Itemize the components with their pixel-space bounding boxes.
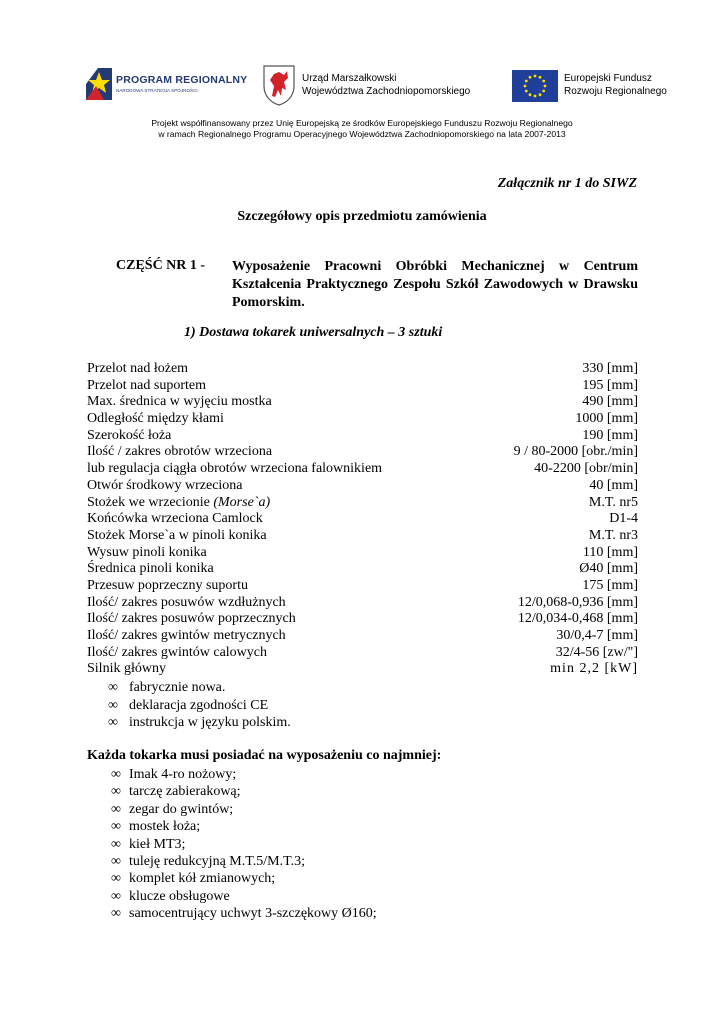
list-item — [111, 836, 377, 853]
equipment-text: komplet kół zmianowych; — [129, 871, 276, 887]
spec-row — [87, 478, 638, 495]
urzad-name-line1: Urząd Marszałkowski — [302, 73, 397, 84]
spec-label: Ilość/ zakres posuwów wzdłużnych — [87, 594, 286, 610]
spec-row — [87, 611, 638, 628]
equipment-text: Imak 4-ro nożowy; — [129, 767, 237, 782]
list-item — [111, 783, 377, 800]
infinity-bullet-icon: ∞ — [111, 871, 121, 887]
infinity-bullet-icon: ∞ — [111, 853, 121, 869]
eu-flag-icon — [512, 70, 558, 102]
spec-value: 190 [mm] — [582, 427, 638, 443]
spec-row — [87, 645, 638, 662]
equipment-text: samocentrujący uchwyt 3-szczękowy Ø160; — [129, 906, 377, 922]
section-heading: 1) Dostawa tokarek uniwersalnych – 3 sztuki — [184, 325, 443, 340]
part-label: CZĘŚĆ NR 1 - — [116, 258, 206, 273]
infinity-bullet-icon: ∞ — [111, 836, 121, 852]
spec-row — [87, 461, 638, 478]
spec-value: 12/0,068-0,936 [mm] — [517, 594, 638, 610]
spec-label: Końcówka wrzeciona Camlock — [87, 511, 263, 527]
feature-text: deklaracja zgodności CE — [129, 697, 269, 713]
spec-value: 195 [mm] — [582, 377, 638, 393]
list-item — [111, 766, 377, 783]
spec-value: D1-4 — [609, 511, 638, 527]
list-item — [111, 818, 377, 835]
features-list — [108, 679, 291, 732]
spec-value: 40 [mm] — [589, 477, 638, 493]
spec-label: Szerokość łoża — [87, 427, 172, 443]
spec-row — [87, 595, 638, 612]
spec-label: Silnik główny — [87, 661, 166, 677]
specs-list — [87, 361, 638, 678]
spec-value: 9 / 80-2000 [obr./min] — [513, 444, 638, 460]
spec-label: Otwór środkowy wrzeciona — [87, 477, 243, 493]
eu-fund-logo — [512, 70, 682, 104]
list-item — [111, 888, 377, 905]
spec-value: min 2,2 [kW] — [550, 661, 638, 677]
spec-row — [87, 394, 638, 411]
list-item — [111, 801, 377, 818]
feature-text: fabrycznie nowa. — [129, 680, 226, 695]
list-item — [108, 679, 291, 697]
spec-label: Przesuw poprzeczny suportu — [87, 577, 248, 593]
equipment-text: kieł MT3; — [129, 836, 186, 852]
funding-note-line2: w ramach Regionalnego Programu Operacyjnego Województwa Zachodniopomorskiego na lata 2007-2013 — [158, 129, 566, 139]
list-item — [111, 870, 377, 887]
spec-row — [87, 528, 638, 545]
spec-row — [87, 661, 638, 678]
spec-value: M.T. nr5 — [588, 494, 638, 510]
funding-note — [0, 118, 724, 140]
spec-value: 175 [mm] — [582, 577, 638, 593]
part-description: Wyposażenie Pracowni Obróbki Mechanicznej w Centrum Kształcenia Praktycznego Zespołu Szkół Zawodowych w Drawsku Pomorskim. — [232, 259, 638, 310]
spec-value: M.T. nr3 — [588, 527, 638, 543]
document-title: Szczegółowy opis przedmiotu zamówienia — [237, 209, 487, 224]
infinity-bullet-icon: ∞ — [111, 906, 121, 922]
infinity-bullet-icon: ∞ — [108, 697, 118, 713]
spec-value: Ø40 [mm] — [579, 561, 638, 577]
program-regionalny-subtitle: NARODOWA STRATEGIA SPÓJNOŚCI — [116, 88, 198, 93]
spec-row — [87, 378, 638, 395]
spec-label-italic: (Morse`a) — [213, 494, 271, 510]
infinity-bullet-icon: ∞ — [111, 801, 121, 817]
spec-value: 110 [mm] — [582, 544, 638, 560]
spec-label-group — [87, 495, 270, 512]
equipment-heading: Każda tokarka musi posiadać na wyposażeniu co najmniej: — [87, 748, 442, 763]
spec-row — [87, 444, 638, 461]
program-regionalny-logo — [84, 64, 248, 106]
spec-value: 32/4-56 [zw/"] — [555, 644, 638, 660]
spec-label: Ilość/ zakres gwintów metrycznych — [87, 628, 286, 643]
spec-label: Średnica pinoli konika — [87, 561, 214, 577]
spec-value: 330 [mm] — [582, 361, 638, 376]
list-item — [111, 853, 377, 870]
list-item — [108, 714, 291, 732]
equipment-text: zegar do gwintów; — [129, 801, 234, 817]
program-regionalny-title: PROGRAM REGIONALNY — [116, 74, 248, 86]
spec-label: Stożek Morse`a w pinoli konika — [87, 527, 267, 543]
spec-label: Ilość/ zakres gwintów calowych — [87, 644, 267, 660]
equipment-list — [111, 766, 377, 923]
spec-value: 30/0,4-7 [mm] — [556, 628, 638, 643]
spec-row — [87, 495, 638, 512]
infinity-bullet-icon: ∞ — [108, 680, 118, 695]
equipment-text: tarczę zabierakową; — [129, 784, 241, 800]
spec-value: 490 [mm] — [582, 394, 638, 410]
infinity-bullet-icon: ∞ — [111, 888, 121, 904]
infinity-bullet-icon: ∞ — [111, 819, 121, 835]
equipment-text: klucze obsługowe — [129, 888, 230, 904]
spec-label: Ilość/ zakres posuwów poprzecznych — [87, 611, 296, 627]
spec-row — [87, 511, 638, 528]
eu-fund-line1: Europejski Fundusz — [564, 73, 652, 84]
infinity-bullet-icon: ∞ — [111, 784, 121, 800]
equipment-text: tuleję redukcyjną M.T.5/M.T.3; — [129, 853, 305, 869]
spec-label: lub regulacja ciągła obrotów wrzeciona falownikiem — [87, 461, 383, 477]
program-regionalny-emblem-icon — [84, 64, 114, 104]
infinity-bullet-icon: ∞ — [111, 767, 121, 782]
spec-label: Wysuw pinoli konika — [87, 544, 207, 560]
spec-value: 40-2200 [obr/min] — [534, 461, 638, 477]
spec-label: Max. średnica w wyjęciu mostka — [87, 394, 272, 410]
attachment-label: Załącznik nr 1 do SIWZ — [497, 176, 637, 191]
eu-fund-line2: Rozwoju Regionalnego — [564, 86, 667, 97]
list-item — [108, 697, 291, 715]
spec-row — [87, 361, 638, 378]
urzad-name-line2: Województwa Zachodniopomorskiego — [302, 86, 471, 97]
spec-row — [87, 545, 638, 562]
spec-value: 1000 [mm] — [575, 411, 638, 427]
list-item — [111, 905, 377, 922]
infinity-bullet-icon: ∞ — [108, 715, 118, 730]
spec-row — [87, 561, 638, 578]
spec-label: Przelot nad łożem — [87, 361, 189, 376]
feature-text: instrukcja w języku polskim. — [129, 715, 291, 730]
spec-label: Ilość / zakres obrotów wrzeciona — [87, 444, 273, 460]
spec-row — [87, 628, 638, 645]
spec-row — [87, 428, 638, 445]
spec-row — [87, 578, 638, 595]
spec-label: Przelot nad suportem — [87, 377, 206, 393]
equipment-text: mostek łoża; — [129, 819, 201, 835]
spec-label: Stożek we wrzecionie — [87, 494, 210, 510]
griffin-shield-icon — [262, 64, 296, 106]
urzad-marszalkowski-logo — [262, 64, 482, 108]
spec-value: 12/0,034-0,468 [mm] — [517, 611, 638, 627]
funding-note-line1: Projekt współfinansowany przez Unię Europejską ze środków Europejskiego Funduszu Rozwoju Regionalnego — [151, 118, 573, 128]
spec-label: Odległość między kłami — [87, 411, 224, 427]
spec-row — [87, 411, 638, 428]
